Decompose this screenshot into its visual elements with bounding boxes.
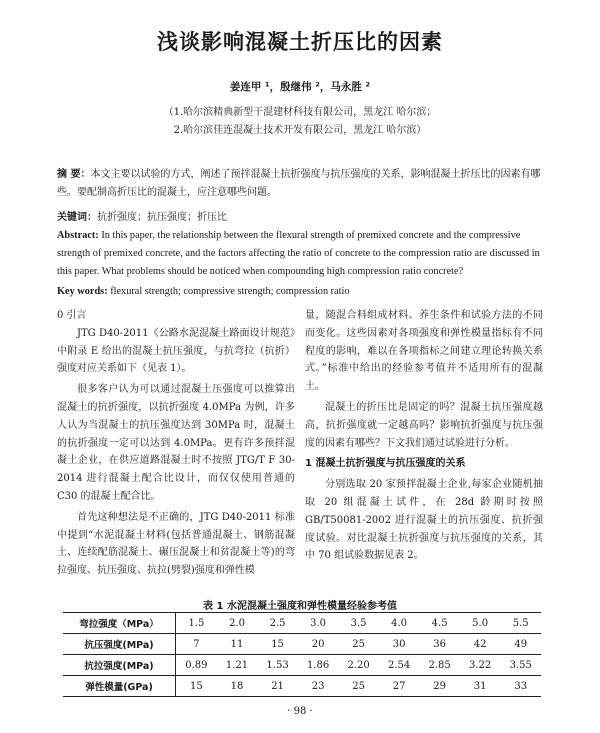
table-cell: 0.89 [176,655,217,676]
table-cell: 25 [338,676,379,697]
keywords-en-label: Key words: [57,286,108,297]
table-cell: 42 [460,634,501,655]
table-cell: 2.5 [257,613,298,634]
chinese-keywords [57,209,543,227]
table-row-label: 抗拉强度(MPa) [63,655,176,676]
table-cell: 2.85 [419,655,460,676]
abstract-en-text: In this paper, the relationship between the flexural strength of premixed concrete and the compressive strength of premixed concrete, and the factors affecting the ratio of concrete to the compression ratio are discussed in this paper. What problems should be noticed when compounding high compression ratio concrete? [57,230,540,277]
table-row-label: 抗压强度(MPa) [63,634,176,655]
keywords-en-text: flexural strength; compressive strength; compression ratio [107,286,350,297]
table-cell: 1.5 [176,613,217,634]
affiliation-2: 2.哈尔滨佳连混凝土技术开发有限公司，黑龙江 哈尔滨） [173,125,427,136]
english-abstract [57,227,543,281]
table-cell: 3.5 [338,613,379,634]
table-cell: 33 [500,676,541,697]
table-cell: 20 [298,634,339,655]
table-row-label: 弹性模量(GPa) [63,676,176,697]
table-cell: 30 [379,634,420,655]
table-row [63,634,541,655]
section-heading-introduction: 0 引言 [57,310,87,321]
table-cell: 31 [460,676,501,697]
table-cell: 1.53 [257,655,298,676]
table-row [63,613,541,634]
table-row-label: 弯拉强度（MPa） [63,613,176,634]
table-cell: 3.0 [298,613,339,634]
keywords-cn-text: 抗折强度；抗压强度；折压比 [97,212,227,223]
table-row [63,676,541,697]
abstract-cn-label: 摘 要： [57,169,91,180]
abstract-en-label: Abstract: [57,230,99,241]
page-number: · 98 · [287,706,313,717]
body-paragraph: 很多客户认为可以通过混凝土压强度可以推算出混凝土的抗折强度，以抗折强度 4.0MPa 为例，许多人认为当混凝土的抗压强度达到 30MPa 时，混凝土的抗折强度一定可以达到 4.0MPa。更有许多预拌混凝土企业，在供应道路混凝土时不按照 JTG/T F 30-2014 进行混凝土配合比设计，而仅仅使用普通的 C30 的混凝土配合比。 [57,384,295,502]
table-cell: 36 [419,634,460,655]
chinese-abstract [57,166,543,201]
table-cell: 4.0 [379,613,420,634]
table-cell: 18 [217,676,258,697]
strength-reference-table [63,612,541,697]
table-cell: 2.0 [217,613,258,634]
table-cell: 1.21 [217,655,258,676]
table-cell: 23 [298,676,339,697]
table-cell: 25 [338,634,379,655]
section-heading-1: 1 混凝土抗折强度与抗压强度的关系 [305,458,466,470]
keywords-cn-label: 关键词： [57,212,97,223]
abstract-cn-text: 本文主要以试验的方式，阐述了预拌混凝土抗折强度与抗压强度的关系，影响混凝土折压比的因素有哪些。要配制高折压比的混凝土，应注意哪些问题。 [57,169,541,198]
table-cell: 49 [500,634,541,655]
table-cell: 4.5 [419,613,460,634]
english-keywords [57,283,543,301]
body-column-right [305,307,543,565]
table-cell: 3.55 [500,655,541,676]
body-column-left [57,307,295,580]
affiliation-1: （1.哈尔滨精典新型干混建材科技有限公司，黑龙江 哈尔滨； [163,107,437,118]
table-row [63,655,541,676]
table-cell: 5.0 [460,613,501,634]
table-cell: 21 [257,676,298,697]
body-paragraph: 首先这种想法是不正确的，JTG D40-2011 标准中提到“水泥混凝土材料(包括普通混凝土、钢筋混凝土、连续配筋混凝土、碾压混凝土和贫混凝土等)的弯拉强度、抗压强度、抗拉(劈裂)强度和弹性模 [57,511,295,577]
table-cell: 7 [176,634,217,655]
table-cell: 15 [176,676,217,697]
author-line: 姜连甲 ¹，殷继伟 ²，马永胜 ² [229,81,371,93]
table-cell: 15 [257,634,298,655]
table-cell: 5.5 [500,613,541,634]
table-cell: 2.54 [379,655,420,676]
paper-title: 浅谈影响混凝土折压比的因素 [157,30,443,54]
table-cell: 2.20 [338,655,379,676]
table-cell: 11 [217,634,258,655]
table-cell: 1.86 [298,655,339,676]
table-cell: 27 [379,676,420,697]
table-caption: 表 1 水泥混凝土强度和弹性模量经验参考值 [203,601,397,612]
table-cell: 3.22 [460,655,501,676]
table-cell: 29 [419,676,460,697]
body-paragraph: JTG D40-2011《公路水泥混凝土路面设计规范》中附录 E 给出的混凝土抗压强度，与抗弯拉（抗折）强度对应关系如下（见表 1）。 [57,327,295,375]
body-paragraph: 混凝土的折压比是固定的吗？混凝土抗压强度越高，抗折强度就一定越高吗？影响抗折强度与抗压强度的因素有哪些？下文我们通过试验进行分析。 [305,401,543,449]
body-paragraph: 量，随混合料组成材料、养生条件和试验方法的不同而变化。这些因素对各项强度和弹性模量指标有不同程度的影响，难以在各项指标之间建立理论转换关系式。”标准中给出的经验参考值并不适用所有的混凝土。 [305,310,543,393]
body-paragraph: 分别选取 20 家预拌混凝土企业,每家企业随机抽取 20 组混凝土试件，在 28d 龄期时按照 GB/T50081-2002 进行混凝土的抗压强度、抗折强度试验。对比混凝土抗折强度与抗压强度的关系，其中 70 组试验数据见表 2。 [305,479,543,562]
